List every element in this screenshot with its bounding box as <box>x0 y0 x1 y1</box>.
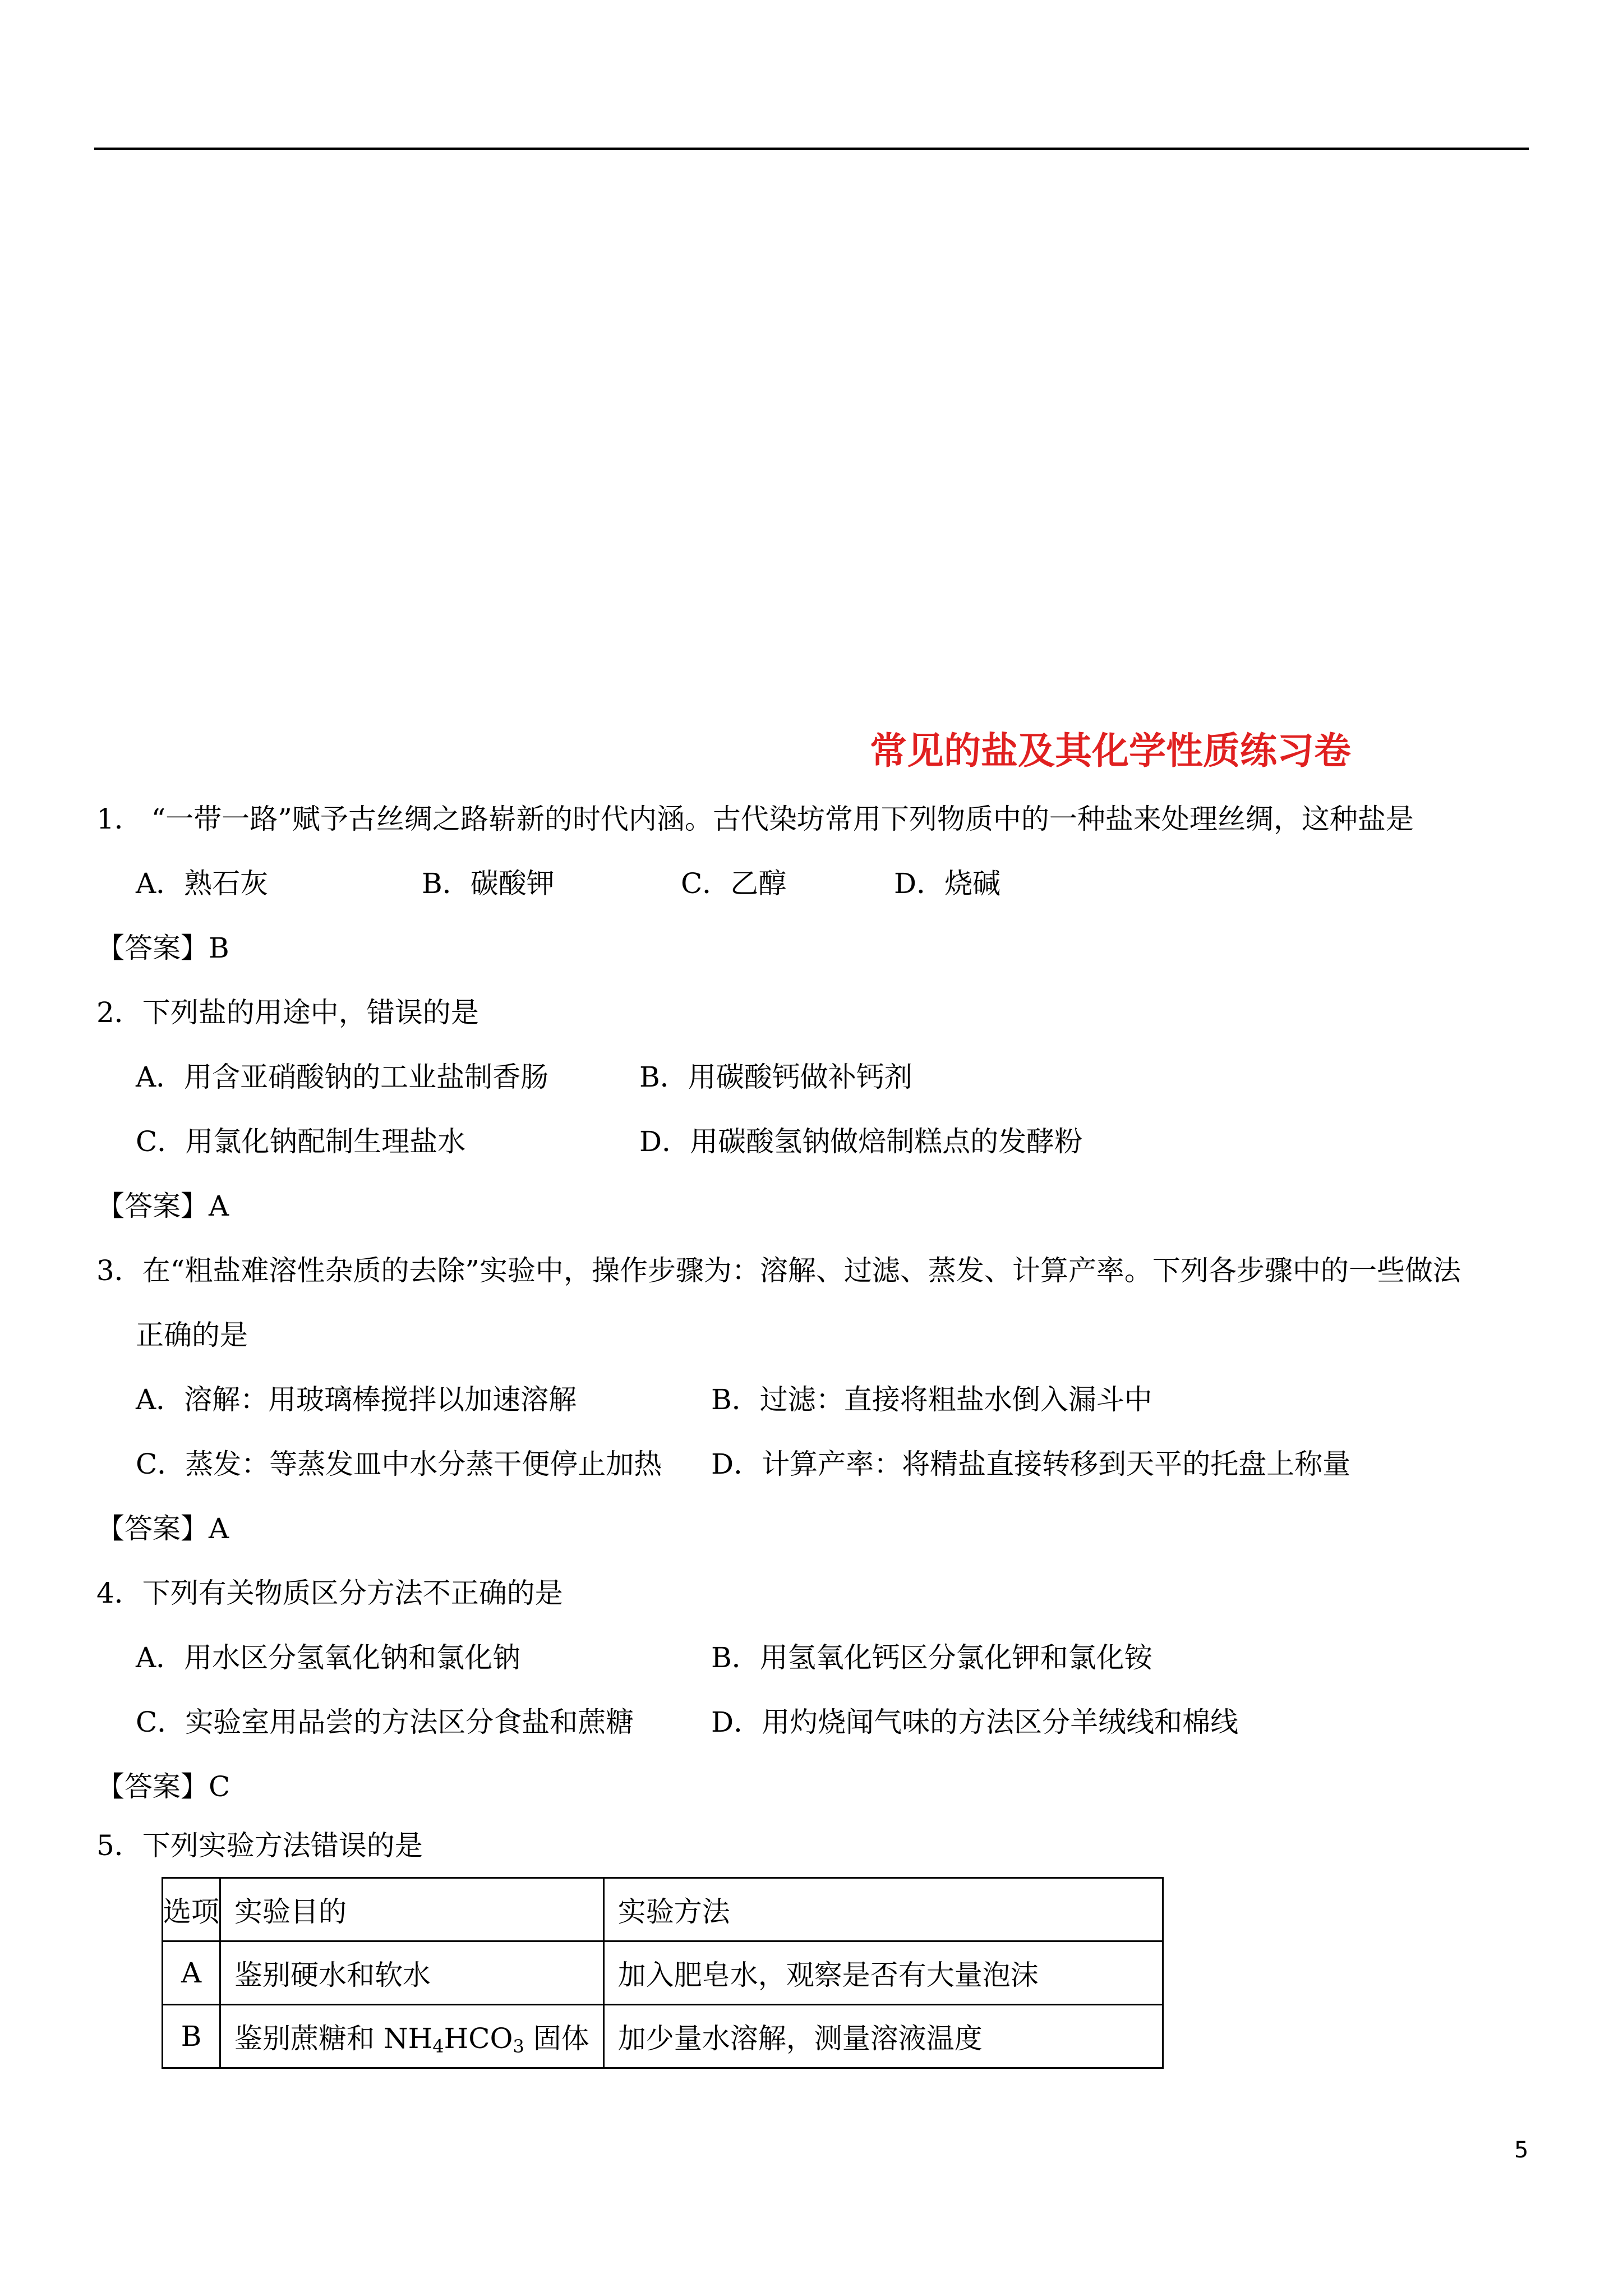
table-row <box>163 2005 1163 2068</box>
q1-option-d: D．烧碱 <box>894 867 1001 900</box>
question-3-stem-line2: 正确的是 <box>136 1319 248 1351</box>
question-3-options-row2 <box>136 1447 1350 1481</box>
row-b-method: 加少量水溶解，测量溶液温度 <box>603 2005 1163 2068</box>
q2-option-a: A．用含亚硝酸钠的工业盐制香肠 <box>136 1061 549 1093</box>
table-header-row <box>163 1878 1163 1941</box>
q3-option-c: C．蒸发：等蒸发皿中水分蒸干便停止加热 <box>136 1448 662 1480</box>
q1-option-a: A．熟石灰 <box>136 867 269 900</box>
row-a-purpose: 鉴别硬水和软水 <box>220 1941 604 2005</box>
question-2-answer: 【答案】A <box>96 1190 229 1222</box>
q1-option-b: B．碳酸钾 <box>422 867 555 900</box>
question-2-options-row2 <box>136 1125 1082 1158</box>
q2-option-d: D．用碳酸氢钠做焙制糕点的发酵粉 <box>639 1125 1083 1158</box>
q4-option-d: D．用灼烧闻气味的方法区分羊绒线和棉线 <box>711 1706 1239 1738</box>
question-4-answer: 【答案】C <box>96 1770 230 1803</box>
question-1-answer: 【答案】B <box>96 932 229 964</box>
question-3-stem-line1: 3．在“粗盐难溶性杂质的去除”实验中，操作步骤为：溶解、过滤、蒸发、计算产率。下列各步骤中的一些做法 <box>96 1254 1461 1287</box>
row-b-subscript-3: 3 <box>513 2036 524 2057</box>
q4-option-a: A．用水区分氢氧化钠和氯化钠 <box>136 1641 521 1674</box>
row-b-purpose-mid: HCO <box>444 2022 513 2055</box>
question-1-options <box>136 867 1000 900</box>
row-b-purpose-post: 固体 <box>524 2022 589 2055</box>
q2-option-c: C．用氯化钠配制生理盐水 <box>136 1125 466 1158</box>
row-b-option: B <box>163 2005 220 2068</box>
question-3-options-row1 <box>136 1383 1152 1416</box>
header-purpose: 实验目的 <box>220 1878 604 1941</box>
question-3-answer: 【答案】A <box>96 1512 229 1545</box>
question-2-stem: 2．下列盐的用途中，错误的是 <box>96 996 479 1029</box>
header-option: 选项 <box>163 1878 220 1941</box>
q1-option-c: C．乙醇 <box>681 867 787 900</box>
row-a-option: A <box>163 1941 220 2005</box>
question-4-options-row2 <box>136 1705 1238 1739</box>
q4-option-c: C．实验室用品尝的方法区分食盐和蔗糖 <box>136 1706 634 1738</box>
question-4-stem: 4．下列有关物质区分方法不正确的是 <box>96 1577 563 1609</box>
experiment-table <box>162 1877 1164 2069</box>
q2-option-b: B．用碳酸钙做补钙剂 <box>639 1061 912 1093</box>
page-title: 常见的盐及其化学性质练习卷 <box>870 729 1351 772</box>
table-row <box>163 1941 1163 2005</box>
page-number: 5 <box>1514 2137 1529 2163</box>
row-a-method: 加入肥皂水，观察是否有大量泡沫 <box>603 1941 1163 2005</box>
q3-option-b: B．过滤：直接将粗盐水倒入漏斗中 <box>711 1383 1152 1416</box>
row-b-subscript-4: 4 <box>432 2036 444 2057</box>
question-5-stem: 5．下列实验方法错误的是 <box>96 1829 423 1862</box>
header-method: 实验方法 <box>603 1878 1163 1941</box>
row-b-purpose-pre: 鉴别蔗糖和 NH <box>234 2022 433 2055</box>
question-1-stem: 1． “一带一路”赋予古丝绸之路崭新的时代内涵。古代染坊常用下列物质中的一种盐来处理丝绸，这种盐是 <box>96 803 1414 835</box>
question-4-options-row1 <box>136 1641 1152 1674</box>
row-b-purpose <box>220 2005 604 2068</box>
q3-option-d: D．计算产率：将精盐直接转移到天平的托盘上称量 <box>711 1448 1351 1480</box>
header-rule <box>94 148 1529 150</box>
q4-option-b: B．用氢氧化钙区分氯化钾和氯化铵 <box>711 1641 1152 1674</box>
q3-option-a: A．溶解：用玻璃棒搅拌以加速溶解 <box>136 1383 577 1416</box>
question-2-options-row1 <box>136 1060 912 1094</box>
